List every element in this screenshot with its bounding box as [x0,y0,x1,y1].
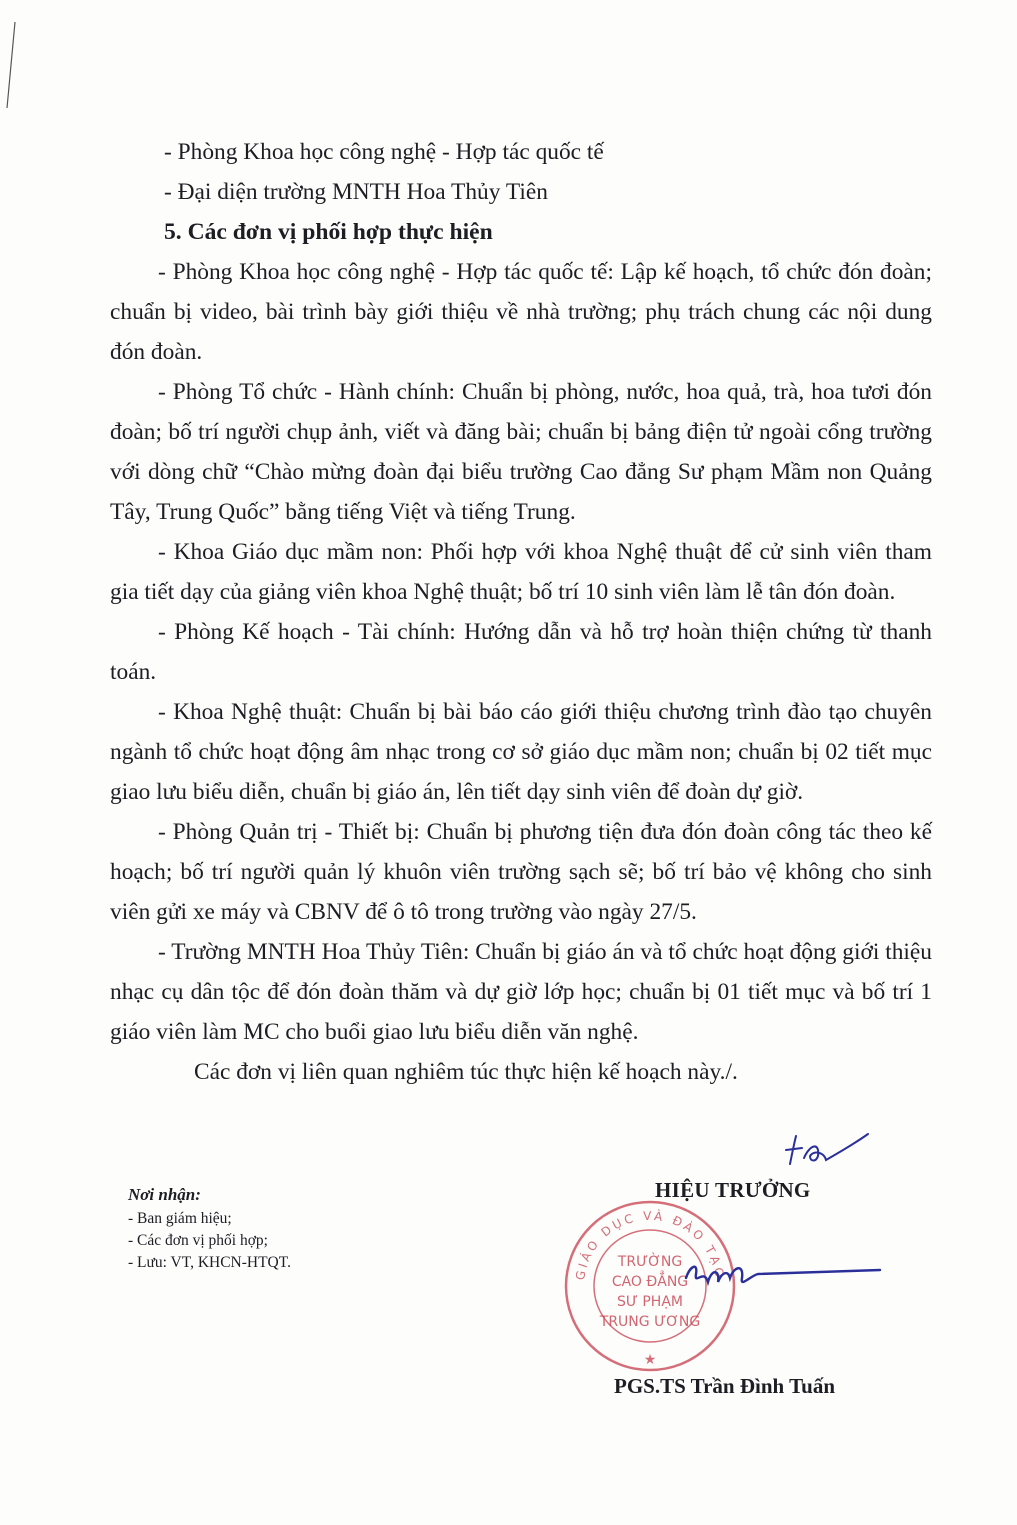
scan-edge-mark [4,20,18,110]
recipient-item: - Lưu: VT, KHCN-HTQT. [128,1254,291,1271]
recipients-block [128,1184,488,1274]
handwritten-initials [780,1128,870,1170]
closing-line: Các đơn vị liên quan nghiêm túc thực hiện kế hoạch này./. [194,1059,738,1085]
stamp-line: SƯ PHẠM [617,1294,683,1310]
stamp-line: TRUNG ƯƠNG [599,1314,701,1330]
handwritten-signature [680,1248,900,1308]
signer-title: HIỆU TRƯỞNG [655,1178,811,1202]
intro-line: - Đại diện trường MNTH Hoa Thủy Tiên [164,179,548,205]
stamp-ring-text: GIÁO DỤC VÀ ĐÀO TẠO [573,1208,727,1282]
paragraph: - Phòng Tổ chức - Hành chính: Chuẩn bị phòng, nước, hoa quả, trà, hoa tươi đón đoàn; bố trí người chụp ảnh, viết và đăng bài; chuẩn bị bảng điện tử ngoài cổng trường với dòng chữ “Chào mừng đoàn đại biểu trường Cao đẳng Sư phạm Mầm non Quảng Tây, Trung Quốc” bằng tiếng Việt và tiếng Trung. [110,379,932,525]
paragraph: - Trường MNTH Hoa Thủy Tiên: Chuẩn bị giáo án và tổ chức hoạt động giới thiệu nhạc cụ dân tộc để đón đoàn thăm và dự giờ lớp học; chuẩn bị 01 tiết mục và bố trí 1 giáo viên làm MC cho buổi giao lưu biểu diễn văn nghệ. [110,939,932,1045]
paragraph: - Phòng Kế hoạch - Tài chính: Hướng dẫn và hỗ trợ hoàn thiện chứng từ thanh toán. [110,619,932,685]
section-heading: 5. Các đơn vị phối hợp thực hiện [164,219,493,245]
recipients-title: Nơi nhận: [128,1185,201,1204]
stamp-line: CAO ĐẲNG [611,1274,689,1290]
paragraph: - Khoa Giáo dục mầm non: Phối hợp với khoa Nghệ thuật để cử sinh viên tham gia tiết dạy của giảng viên khoa Nghệ thuật; bố trí 10 sinh viên làm lễ tân đón đoàn. [110,539,932,605]
recipient-item: - Các đơn vị phối hợp; [128,1232,268,1249]
intro-line: - Phòng Khoa học công nghệ - Hợp tác quốc tế [164,139,604,165]
paragraph: - Khoa Nghệ thuật: Chuẩn bị bài báo cáo giới thiệu chương trình đào tạo chuyên ngành tổ chức hoạt động âm nhạc trong cơ sở giáo dục mầm non; chuẩn bị 02 tiết mục giao lưu biểu diễn, chuẩn bị giáo án, lên tiết dạy sinh viên để đoàn dự giờ. [110,699,932,805]
stamp-line: TRƯỜNG [617,1254,683,1270]
signer-name: PGS.TS Trần Đình Tuấn [614,1374,836,1398]
paragraph: - Phòng Khoa học công nghệ - Hợp tác quốc tế: Lập kế hoạch, tổ chức đón đoàn; chuẩn bị video, bài trình bày giới thiệu về nhà trường; phụ trách chung các nội dung đón đoàn. [110,259,932,365]
paragraph: - Phòng Quản trị - Thiết bị: Chuẩn bị phương tiện đưa đón đoàn công tác theo kế hoạch; bố trí người quản lý khuôn viên trường sạch sẽ; bố trí bảo vệ không cho sinh viên gửi xe máy và CBNV để ô tô trong trường vào ngày 27/5. [110,819,932,925]
stamp-star-icon: ★ [643,1352,657,1368]
document-body [110,132,932,1092]
recipient-item: - Ban giám hiệu; [128,1210,232,1227]
signature-block [560,1176,920,1406]
